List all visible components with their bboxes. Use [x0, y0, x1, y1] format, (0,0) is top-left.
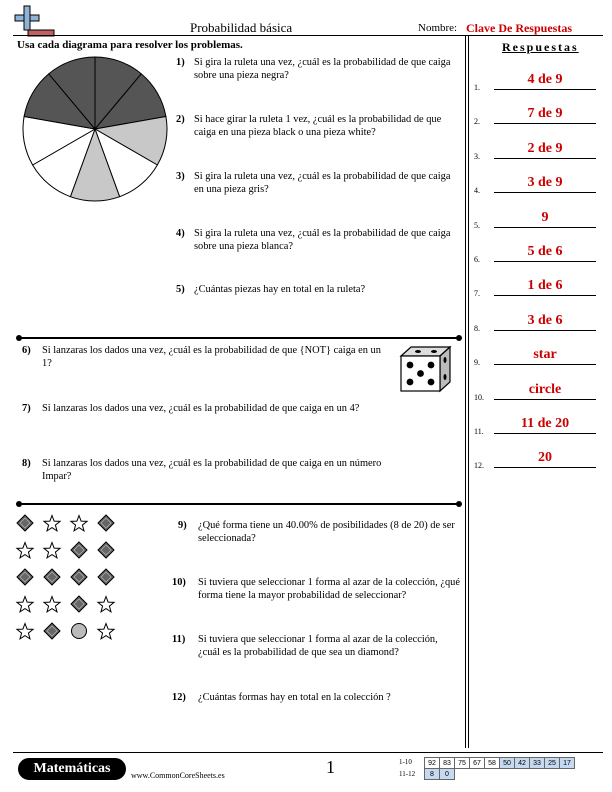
- score-cell-empty: [530, 769, 545, 780]
- section-divider: [15, 500, 463, 508]
- answer-key-label: Clave De Respuestas: [466, 21, 572, 35]
- star-icon: [44, 516, 60, 531]
- answer-row: [474, 313, 602, 333]
- answer-row: [474, 72, 602, 92]
- answer-number: 2.: [474, 117, 480, 127]
- diamond-icon: [71, 569, 87, 585]
- diamond-icon: [98, 515, 114, 531]
- answer-row: [474, 347, 602, 367]
- answer-row: [474, 450, 602, 470]
- score-cell: 25: [545, 758, 560, 769]
- diamond-icon: [98, 569, 114, 585]
- star-icon: [98, 624, 114, 639]
- answer-value: 1 de 6: [527, 278, 563, 294]
- answer-row: [474, 210, 602, 230]
- answer-value: 4 de 9: [527, 72, 563, 87]
- instructions: Usa cada diagrama para resolver los problemas.: [17, 39, 243, 51]
- answer-column-divider-2: [468, 35, 469, 748]
- score-cell: 92: [425, 758, 440, 769]
- answer-number: 4.: [474, 186, 480, 196]
- answer-number: 7.: [474, 289, 480, 299]
- answer-number: 8.: [474, 323, 480, 333]
- spinner-diagram: [20, 54, 170, 204]
- score-cell: 33: [530, 758, 545, 769]
- score-cell: 67: [470, 758, 485, 769]
- score-cell-empty: [500, 769, 515, 780]
- site-url[interactable]: www.CommonCoreSheets.es: [131, 771, 225, 780]
- footer-rule: [13, 752, 603, 753]
- score-cell-empty: [485, 769, 500, 780]
- name-label: Nombre:: [418, 22, 458, 34]
- answer-line: [494, 192, 596, 193]
- score-cell: 0: [440, 769, 455, 780]
- score-cell-empty: [515, 769, 530, 780]
- answer-number: 9.: [474, 358, 480, 368]
- answer-number: 3.: [474, 151, 480, 161]
- score-cell-empty: [560, 769, 575, 780]
- answer-row: [474, 106, 602, 126]
- score-cell: 8: [425, 769, 440, 780]
- score-cell-empty: [545, 769, 560, 780]
- diamond-icon: [98, 542, 114, 558]
- answer-value: star: [533, 347, 557, 363]
- page-number: 1: [326, 757, 335, 777]
- answer-value: 5 de 6: [527, 244, 563, 259]
- answer-row: [474, 175, 602, 195]
- answer-row: [474, 278, 602, 298]
- diamond-icon: [17, 569, 33, 585]
- star-icon: [71, 516, 87, 531]
- section-divider: [15, 334, 463, 342]
- score-cell: 50: [500, 758, 515, 769]
- answer-line: [494, 399, 596, 400]
- star-icon: [17, 624, 33, 639]
- score-cell: 83: [440, 758, 455, 769]
- shapes-collection: [14, 512, 124, 646]
- answer-line: [494, 364, 596, 365]
- answer-value: 9: [541, 209, 549, 225]
- circle-icon: [72, 624, 87, 639]
- answer-number: 5.: [474, 220, 480, 230]
- page-title: Probabilidad básica: [190, 20, 293, 35]
- score-cell: 58: [485, 758, 500, 769]
- score-cell-empty: [455, 769, 470, 780]
- star-icon: [44, 597, 60, 612]
- answer-value: 20: [538, 450, 552, 466]
- answer-line: [494, 295, 596, 296]
- answer-line: [494, 123, 596, 124]
- answer-row: [474, 382, 602, 402]
- diamond-icon: [44, 623, 60, 639]
- diamond-icon: [71, 542, 87, 558]
- answer-row: [474, 141, 602, 161]
- answer-value: 7 de 9: [527, 106, 563, 122]
- die-five-icon: [398, 344, 452, 394]
- answer-value: 3 de 6: [527, 312, 563, 328]
- answer-line: [494, 467, 596, 468]
- answer-row: [474, 416, 602, 436]
- star-icon: [17, 543, 33, 558]
- score-table: [424, 757, 575, 780]
- answer-column-divider: [465, 35, 466, 748]
- star-icon: [44, 543, 60, 558]
- answer-line: [494, 330, 596, 331]
- score-cell: 17: [560, 758, 575, 769]
- answer-number: 11.: [474, 427, 484, 436]
- score-row: [425, 769, 575, 780]
- star-icon: [98, 597, 114, 612]
- brand-logo: Matemáticas: [18, 758, 126, 780]
- score-cell: 75: [455, 758, 470, 769]
- answer-value: circle: [528, 381, 562, 397]
- plus-minus-logo-icon: [12, 4, 56, 38]
- answer-value: 2 de 9: [527, 140, 563, 156]
- answer-line: [494, 433, 596, 434]
- answer-row: [474, 244, 602, 264]
- score-label-2: 11-12: [399, 770, 416, 778]
- score-row: [425, 758, 575, 769]
- answers-title: Respuestas: [502, 40, 579, 54]
- diamond-icon: [71, 596, 87, 612]
- score-cell: 42: [515, 758, 530, 769]
- star-icon: [17, 597, 33, 612]
- answer-number: 1.: [474, 83, 480, 92]
- answer-number: 6.: [474, 255, 480, 264]
- answer-line: [494, 89, 596, 90]
- answer-number: 10.: [474, 392, 484, 402]
- header-rule: [13, 35, 603, 36]
- answer-line: [494, 261, 596, 262]
- answer-line: [494, 158, 596, 159]
- score-label-1: 1-10: [399, 758, 412, 766]
- answer-value: 3 de 9: [527, 175, 563, 191]
- score-cell-empty: [470, 769, 485, 780]
- diamond-icon: [17, 515, 33, 531]
- answer-number: 12.: [474, 461, 484, 471]
- diamond-icon: [44, 569, 60, 585]
- answer-value: 11 de 20: [520, 416, 570, 431]
- answer-line: [494, 227, 596, 228]
